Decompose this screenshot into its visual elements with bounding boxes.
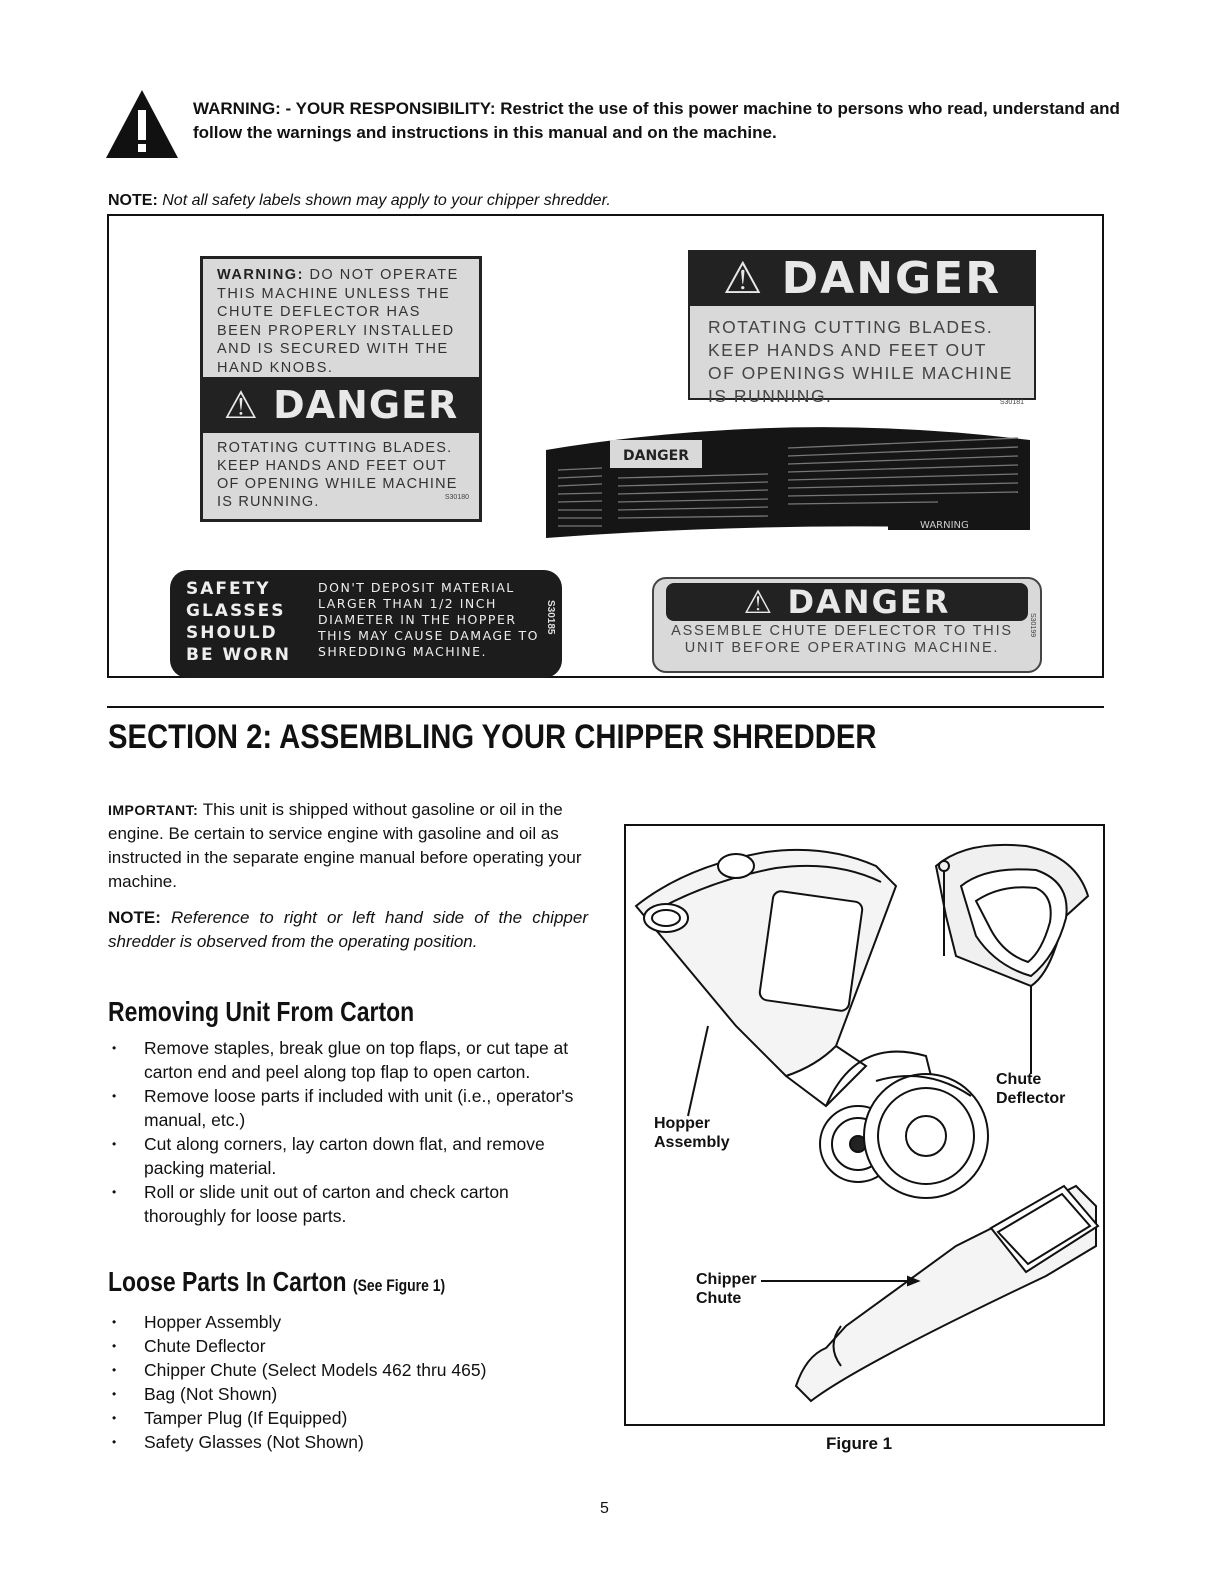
figure-reference: (See Figure 1) (352, 1276, 446, 1295)
warning-label-lead: WARNING: (217, 267, 304, 283)
safety-labels-note (108, 192, 611, 210)
danger-label-text (690, 306, 1034, 418)
danger-triangle-icon: ⚠ (223, 383, 259, 427)
figure-caption: Figure 1 (826, 1434, 893, 1453)
safety-glasses-text: SAFETY GLASSES SHOULD BE WORN (186, 579, 292, 665)
note-text: Not all safety labels shown may apply to your chipper shredder. (162, 192, 611, 209)
danger-rotating-blades-label (688, 250, 1036, 406)
list-item: • Safety Glasses (Not Shown) (108, 1430, 588, 1454)
chipper-chute-callout (696, 1270, 756, 1308)
danger-banner (203, 377, 479, 433)
danger-label-body: ROTATING CUTTING BLADES. KEEP HANDS AND FEET OUT OF OPENING WHILE MACHINE IS RUNNING. (217, 440, 458, 510)
loose-parts-heading (108, 1266, 445, 1298)
callout-line-2: Assembly (654, 1134, 730, 1151)
warning-label-body: DO NOT OPERATE THIS MACHINE UNLESS THE CHUTE DEFLECTOR HAS BEEN PROPERLY INSTALLED AND IS SECURED WITH THE HAND KNOBS. (217, 267, 459, 376)
list-item: • Chipper Chute (Select Models 462 thru 465) (108, 1358, 588, 1382)
warning-label-text (203, 259, 479, 377)
label-code: S30185 (545, 600, 556, 635)
list-item: • Remove staples, break glue on top flaps, or cut tape at carton end and peel along top flap to open carton. (108, 1036, 588, 1084)
danger-label-body: ASSEMBLE CHUTE DEFLECTOR TO THIS UNIT BEFORE OPERATING MACHINE. (671, 623, 1013, 656)
warning-triangle-icon (104, 88, 180, 160)
loose-parts-list (108, 1310, 588, 1454)
list-item: • Remove loose parts if included with unit (i.e., operator's manual, etc.) (108, 1084, 588, 1132)
removing-unit-heading: Removing Unit From Carton (108, 996, 415, 1027)
figure-1-box (624, 824, 1105, 1426)
callout-line-1: Chipper (696, 1271, 757, 1288)
warning-chute-deflector-label (200, 256, 482, 522)
danger-label-text (203, 433, 479, 517)
list-item: • Roll or slide unit out of carton and check carton thoroughly for loose parts. (108, 1180, 588, 1228)
note-label: NOTE: (108, 192, 158, 209)
callout-line-2: Chute (696, 1290, 742, 1307)
callout-line-2: Deflector (996, 1090, 1066, 1107)
orientation-note (108, 906, 588, 954)
important-text: This unit is shipped without gasoline or oil in the engine. Be certain to service engine with gasoline and oil as instructed in the separate engine manual before operating your machine. (108, 800, 582, 891)
curved-danger-text: DANGER (622, 448, 690, 464)
danger-word: DANGER (781, 253, 1002, 304)
danger-word: DANGER (273, 383, 459, 427)
list-item: • Cut along corners, lay carton down flat, and remove packing material. (108, 1132, 588, 1180)
label-code: S30199 (1029, 613, 1036, 638)
page-number: 5 (600, 1500, 609, 1517)
hopper-assembly-callout (654, 1114, 730, 1152)
curved-warning-text: WARNING (920, 520, 969, 531)
callout-line-1: Chute (996, 1071, 1042, 1088)
list-item: • Chute Deflector (108, 1334, 588, 1358)
note-label: NOTE: (108, 908, 161, 927)
danger-banner (666, 583, 1028, 621)
note-text: Reference to right or left hand side of the chipper shredder is observed from the operating position. (108, 908, 588, 951)
list-item: • Bag (Not Shown) (108, 1382, 588, 1406)
label-code: S30180 (444, 494, 469, 501)
label-code: S30181 (999, 399, 1024, 406)
danger-assemble-chute-label (652, 577, 1042, 673)
chute-deflector-callout (996, 1070, 1065, 1108)
list-item: • Tamper Plug (If Equipped) (108, 1406, 588, 1430)
callout-line-1: Hopper (654, 1115, 710, 1132)
important-label: IMPORTANT: (108, 802, 199, 818)
danger-label-body: ROTATING CUTTING BLADES. KEEP HANDS AND FEET OUT OF OPENINGS WHILE MACHINE IS RUNNING. (708, 317, 1013, 406)
section-title: SECTION 2: ASSEMBLING YOUR CHIPPER SHREDDER (108, 718, 877, 756)
danger-word: DANGER (787, 583, 951, 621)
danger-triangle-icon: ⚠ (743, 583, 775, 621)
danger-triangle-icon: ⚠ (722, 253, 765, 304)
list-item: • Hopper Assembly (108, 1310, 588, 1334)
danger-banner (690, 252, 1034, 306)
responsibility-warning (193, 97, 1123, 145)
material-size-text: DON'T DEPOSIT MATERIAL LARGER THAN 1/2 INCH DIAMETER IN THE HOPPER THIS MAY CAUSE DAMAGE TO SHREDDING MACHINE. (318, 580, 539, 659)
loose-parts-title: Loose Parts In Carton (108, 1266, 347, 1297)
section-divider (107, 706, 1104, 708)
important-paragraph (108, 798, 590, 894)
warning-text: Restrict the use of this power machine to persons who read, understand and follow the warnings and instructions in this manual and on the machine. (193, 99, 1120, 142)
warning-lead: WARNING: - YOUR RESPONSIBILITY: (193, 99, 496, 118)
removing-steps-list (108, 1036, 588, 1228)
safety-glasses-label (170, 570, 562, 678)
curved-danger-warning-label (538, 420, 1038, 540)
